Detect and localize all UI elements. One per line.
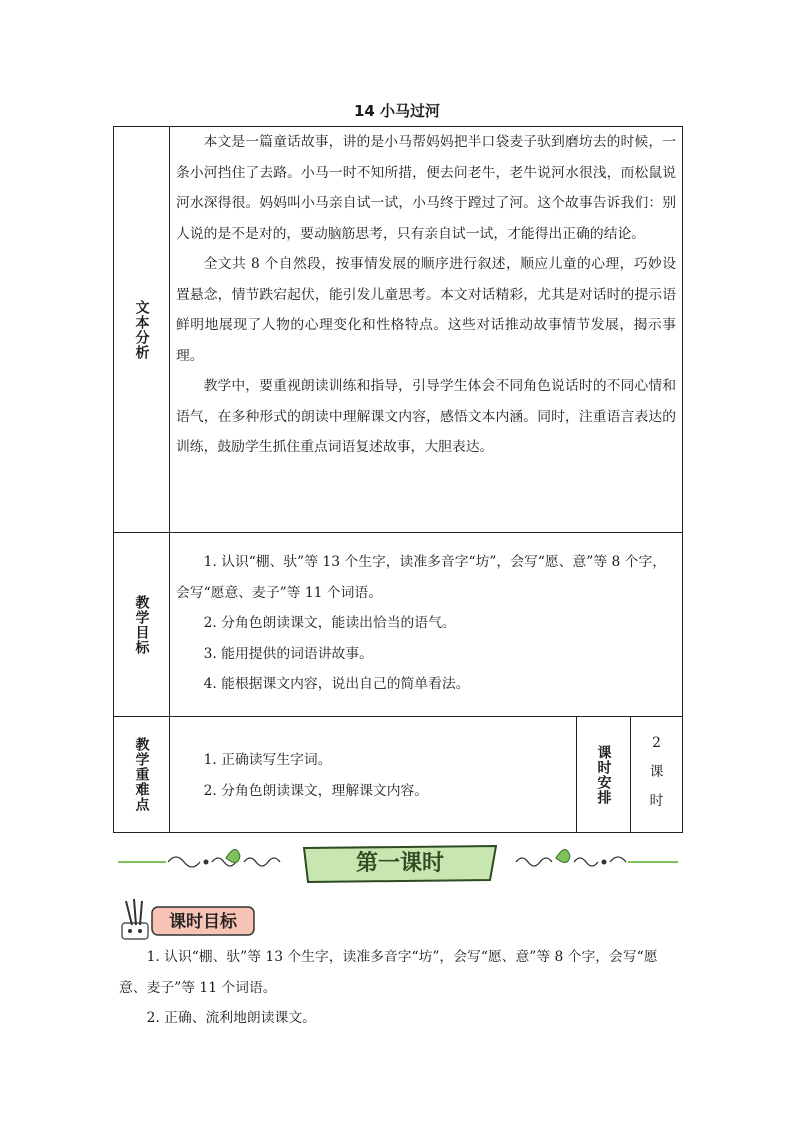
- leaf-icon: [226, 849, 240, 862]
- scroll-ornament-icon: [574, 858, 598, 866]
- difficulty-item: 1. 正确读写生字词。: [203, 752, 332, 768]
- hours-unit: 课: [649, 764, 664, 780]
- pencils-icon: [122, 899, 148, 939]
- difficulties-label-cell: [114, 717, 170, 833]
- goal-item: 3. 能用提供的词语讲故事。: [203, 645, 373, 662]
- scroll-ornament-icon: [168, 857, 200, 867]
- analysis-label: 文本分析: [133, 299, 150, 360]
- difficulties-content: [170, 717, 577, 833]
- goal-item: 2. 分角色朗读课文，能读出恰当的语气。: [203, 615, 456, 631]
- schedule-label-cell: [577, 717, 631, 833]
- goals-label-cell: [114, 533, 170, 717]
- schedule-label: 课时安排: [595, 744, 612, 805]
- page-title: 14 小马过河: [353, 102, 441, 120]
- goal-item: 4. 能根据课文内容，说出自己的简单看法。: [203, 676, 470, 692]
- badge-text: 课时目标: [169, 912, 237, 932]
- hours-cell: [631, 717, 683, 833]
- hours-unit: 时: [649, 793, 664, 809]
- lesson-plan-table: [113, 126, 683, 833]
- goals-label: 教学目标: [133, 594, 150, 655]
- lesson-goals-badge: [118, 897, 258, 943]
- banner-text: 第一课时: [355, 851, 445, 876]
- scroll-ornament-icon: [610, 857, 626, 862]
- lesson-goals-text: [119, 942, 679, 1034]
- goal-item: 1. 认识“棚、驮”等 13 个生字，读准多音字“坊”，会写“愿、意”等 8 个字，会写“愿意、麦子”等 11 个词语。: [176, 554, 667, 601]
- analysis-paragraph: 本文是一篇童话故事，讲的是小马帮妈妈把半口袋麦子驮到磨坊去的时候，一条小河挡住了去路。小马一时不知所措，便去问老牛，老牛说河水很浅，而松鼠说河水深得很。妈妈叫小马亲自试一试，小马终于蹚过了河。这个故事告诉我们：别人说的是不是对的，要动脑筋思考，只有亲自试一试，才能得出正确的结论。: [176, 134, 677, 242]
- scroll-ornament-icon: [244, 858, 280, 866]
- leaf-icon: [556, 849, 570, 862]
- goals-content: [170, 533, 683, 717]
- analysis-paragraph: 教学中，要重视朗读训练和指导，引导学生体会不同角色说话时的不同心情和语气，在多种形式的朗读中理解课文内容，感悟文本内涵。同时，注重语言表达的训练，鼓励学生抓住重点词语复述故事，大胆表达。: [176, 378, 677, 455]
- lesson-goal-item: 1. 认识“棚、驮”等 13 个生字，读准多音字“坊”，会写“愿、意”等 8 个字，会写“愿意、麦子”等 11 个词语。: [119, 949, 658, 996]
- dot-ornament-icon: [204, 860, 209, 865]
- analysis-content: [170, 127, 683, 533]
- difficulties-label: 教学重难点: [133, 737, 150, 812]
- lesson-goal-item: 2. 正确、流利地朗读课文。: [146, 1010, 316, 1026]
- analysis-label-cell: [114, 127, 170, 533]
- hours-number: 2: [652, 735, 661, 751]
- dot-ornament-icon: [602, 860, 607, 865]
- analysis-paragraph: 全文共 8 个自然段，按事情发展的顺序进行叙述，顺应儿童的心理，巧妙设置悬念，情节跌宕起伏，能引发儿童思考。本文对话精彩，尤其是对话时的提示语鲜明地展现了人物的心理变化和性格特点。这些对话推动故事情节发展，揭示事理。: [176, 256, 677, 364]
- lesson-banner: [118, 840, 678, 890]
- difficulty-item: 2. 分角色朗读课文，理解课文内容。: [203, 782, 429, 799]
- scroll-ornament-icon: [516, 858, 552, 866]
